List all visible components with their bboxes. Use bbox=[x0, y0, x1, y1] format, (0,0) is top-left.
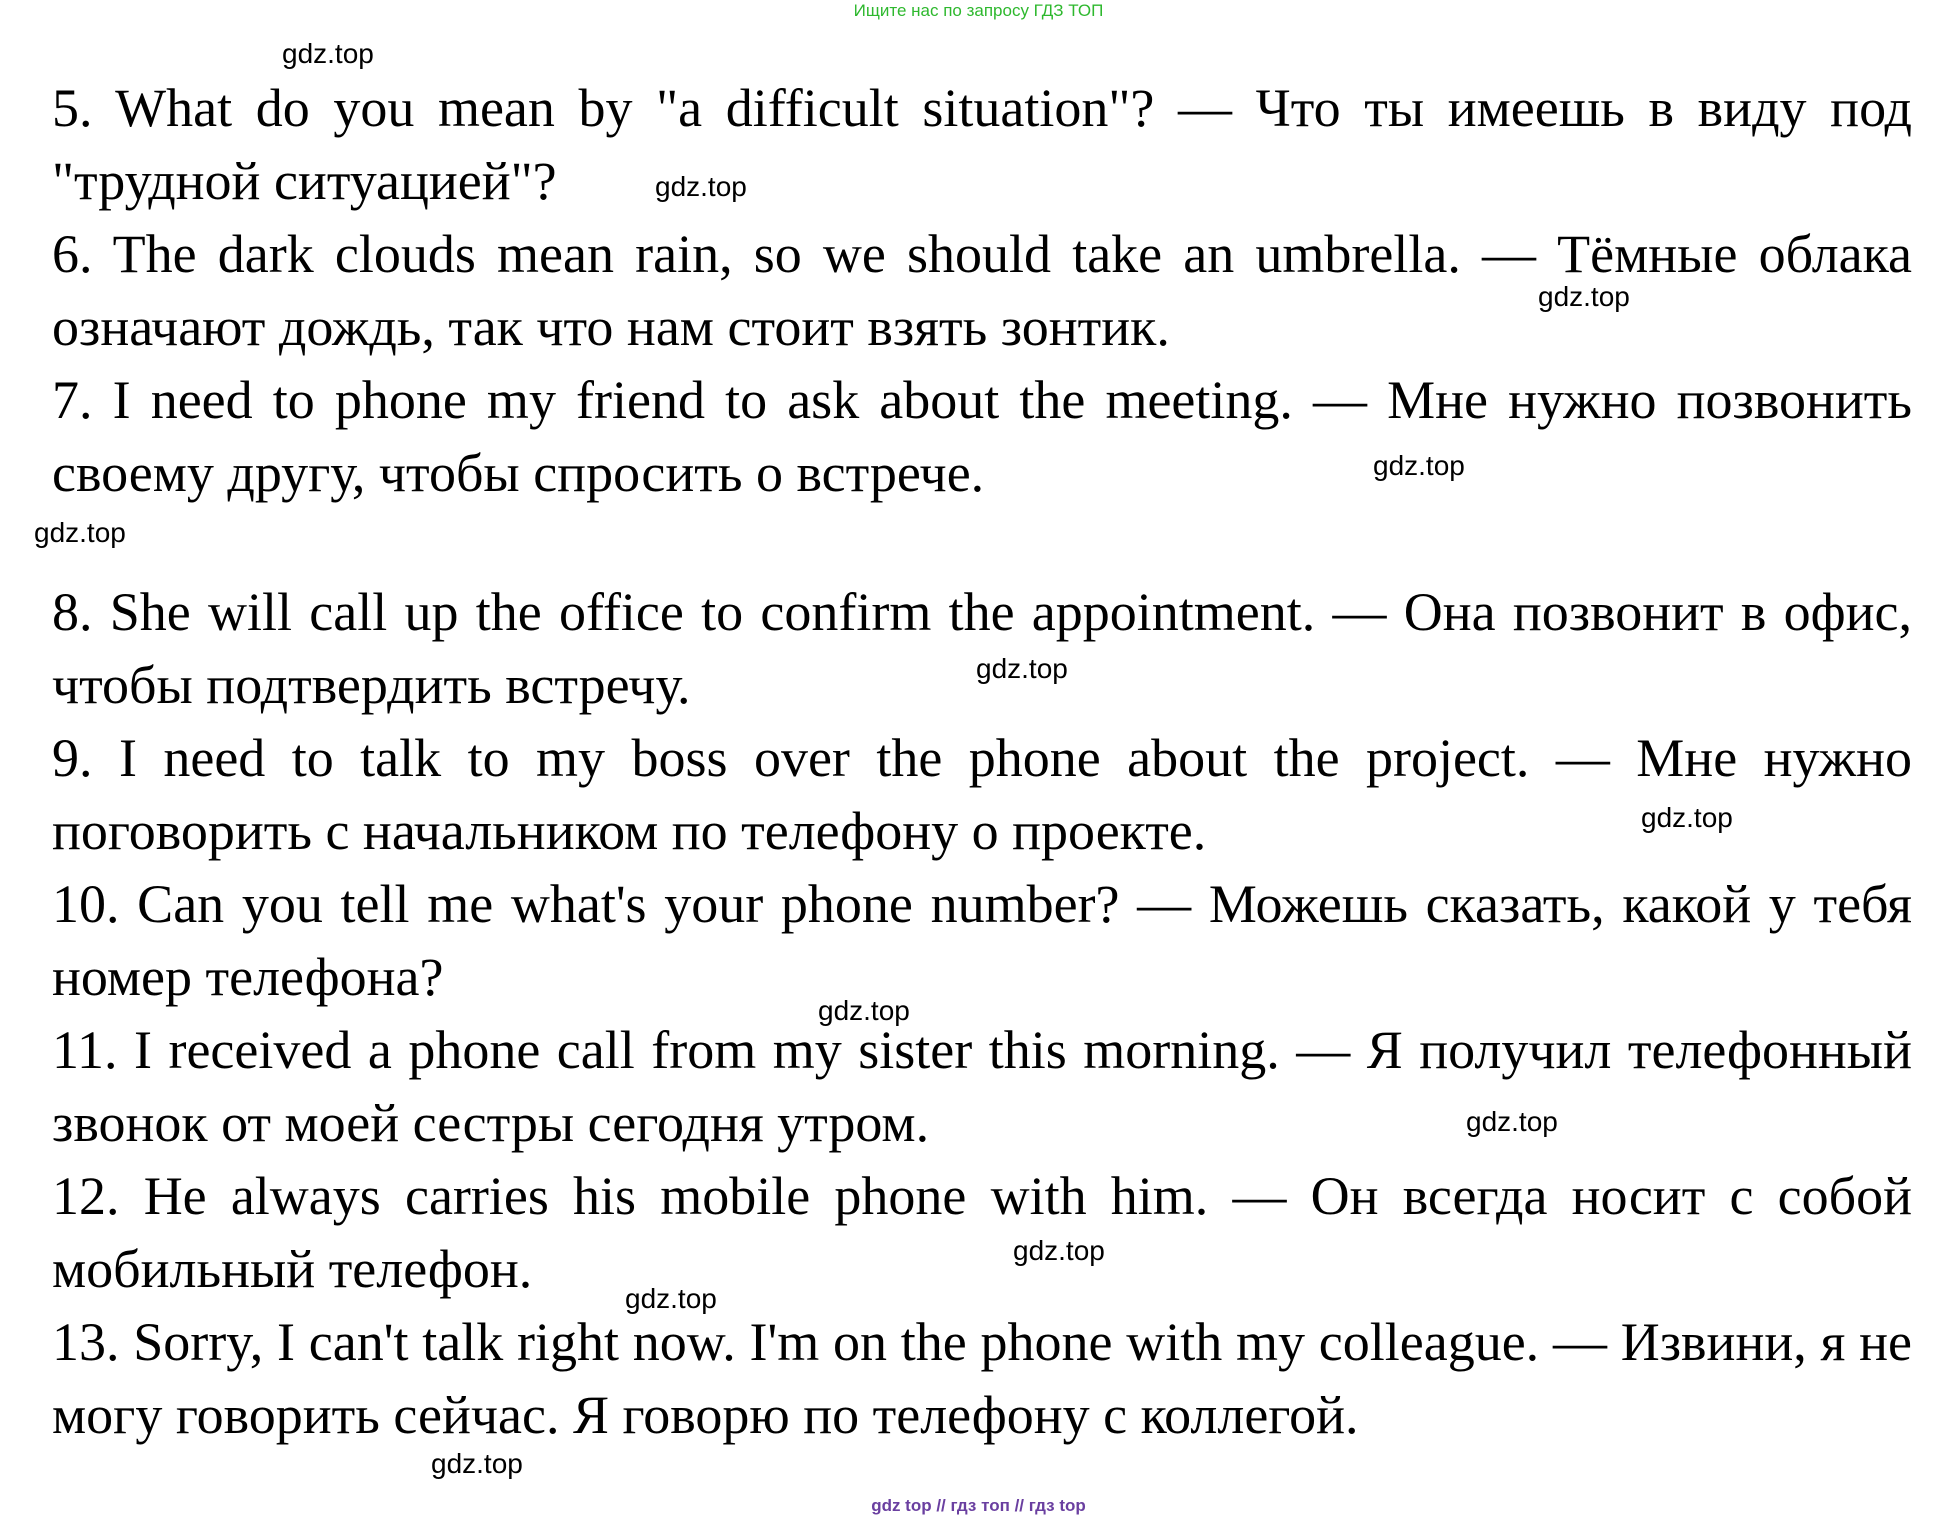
watermark: gdz.top bbox=[34, 517, 126, 548]
sentence-13: 13. Sorry, I can't talk right now. I'm on the phone with my colleague. — Извини, я не могу говорить сейчас. Я говорю по телефону с коллегой. bbox=[52, 1312, 1912, 1445]
watermark: gdz.top bbox=[1373, 450, 1465, 481]
watermark: gdz.top bbox=[431, 1448, 523, 1479]
top-banner: Ищите нас по запросу ГДЗ ТОП bbox=[853, 1, 1104, 20]
exercise-content bbox=[52, 72, 1912, 1452]
sentence-8: 8. She will call up the office to confirm the appointment. — Она позвонит в офис, чтобы подтвердить встречу. bbox=[52, 582, 1912, 715]
watermark: gdz.top bbox=[976, 653, 1068, 684]
watermark: gdz.top bbox=[655, 171, 747, 202]
sentence-11: 11. I received a phone call from my sister this morning. — Я получил телефонный звонок от моей сестры сегодня утром. bbox=[52, 1020, 1912, 1153]
watermark: gdz.top bbox=[1641, 802, 1733, 833]
footer-links: gdz top // гдз топ // гдз top bbox=[871, 1496, 1086, 1515]
sentence-5: 5. What do you mean by "a difficult situation"? — Что ты имеешь в виду под "трудной ситуацией"? bbox=[52, 78, 1912, 211]
watermark: gdz.top bbox=[1013, 1235, 1105, 1266]
sentence-7: 7. I need to phone my friend to ask about the meeting. — Мне нужно позвонить своему другу, чтобы спросить о встрече. bbox=[52, 370, 1912, 503]
sentence-12: 12. He always carries his mobile phone with him. — Он всегда носит с собой мобильный телефон. bbox=[52, 1166, 1912, 1299]
watermark: gdz.top bbox=[1538, 281, 1630, 312]
watermark: gdz.top bbox=[818, 995, 910, 1026]
watermark: gdz.top bbox=[1466, 1106, 1558, 1137]
sentence-9: 9. I need to talk to my boss over the phone about the project. — Мне нужно поговорить с начальником по телефону о проекте. bbox=[52, 728, 1912, 861]
sentence-6: 6. The dark clouds mean rain, so we should take an umbrella. — Тёмные облака означают дождь, так что нам стоит взять зонтик. bbox=[52, 224, 1912, 357]
sentence-10: 10. Can you tell me what's your phone number? — Можешь сказать, какой у тебя номер телефона? bbox=[52, 874, 1912, 1007]
watermark: gdz.top bbox=[282, 38, 374, 69]
watermark: gdz.top bbox=[625, 1283, 717, 1314]
